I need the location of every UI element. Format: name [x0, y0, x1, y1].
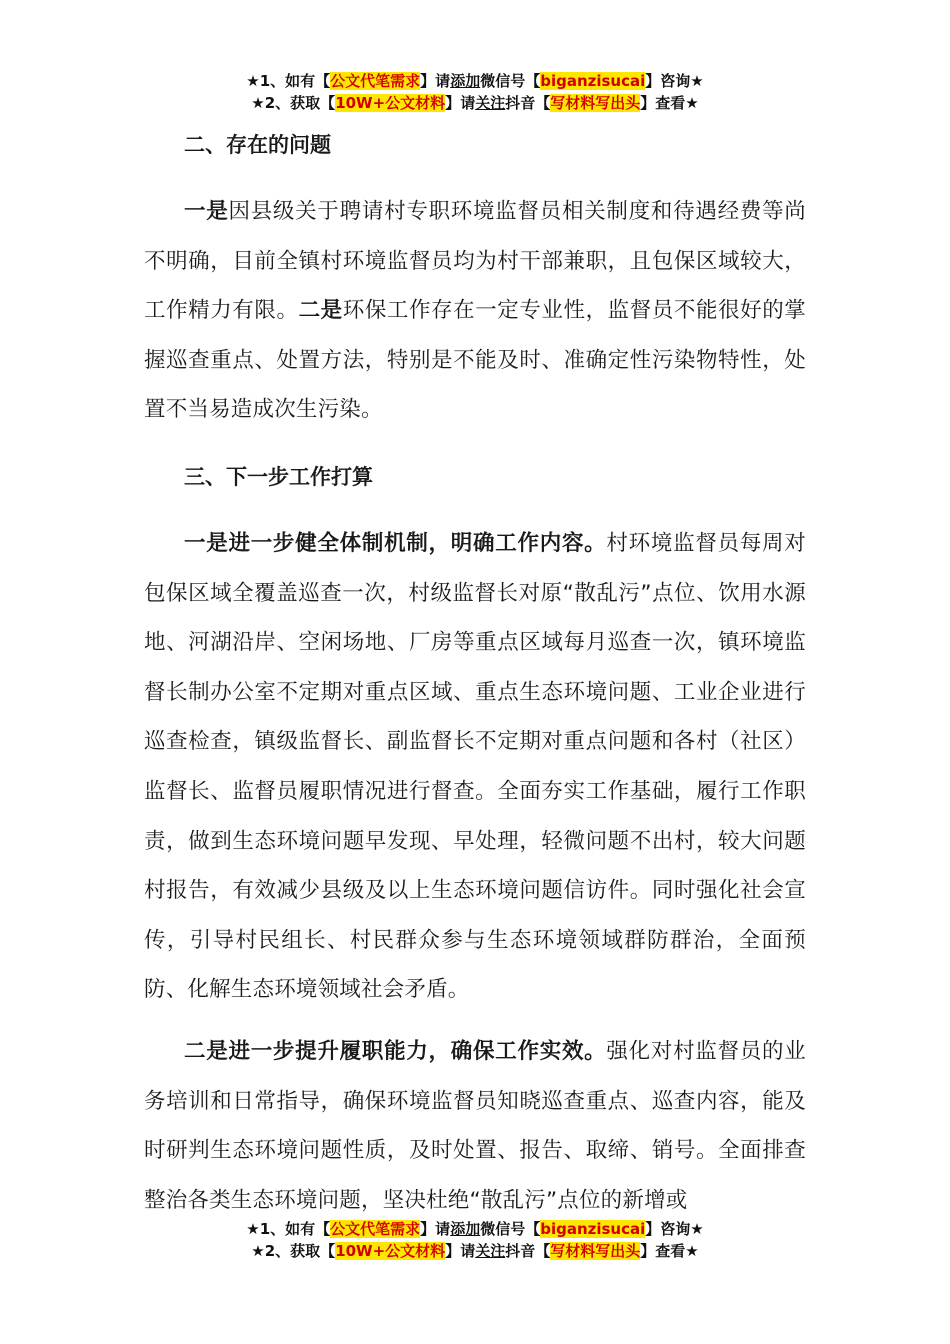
highlight-wechat-id: biganzisucai: [540, 72, 646, 90]
highlight-materials: 10W+公文材料: [335, 1242, 446, 1260]
highlight-service: 公文代笔需求: [330, 1220, 421, 1238]
star-icon: ★: [246, 1220, 260, 1238]
section-heading-problems: 二、存在的问题: [184, 133, 331, 157]
star-icon: ★: [251, 1242, 265, 1260]
banner-line-1: ★1、如有【公文代笔需求】请添加微信号【biganzisucai】咨询★: [246, 1220, 704, 1238]
highlight-douyin-account: 写材料写出头: [550, 1242, 641, 1260]
paragraph-problems: 一是因县级关于聘请村专职环境监督员相关制度和待遇经费等尚不明确，目前全镇村环境监督员均为村干部兼职，且包保区域较大，工作精力有限。二是环保工作存在一定专业性，监督员不能很好的掌握巡查重点、处置方法，特别是不能及时、准确定性污染物特性，处置不当易造成次生污染。: [144, 199, 807, 423]
paragraph-next-step-2: 二是进一步提升履职能力，确保工作实效。强化对村监督员的业务培训和日常指导，确保环境监督员知晓巡查重点、巡查内容，能及时研判生态环境问题性质，及时处置、报告、取缔、销号。全面排查整治各类生态环境问题，坚决杜绝“散乱污”点位的新增或: [144, 1038, 806, 1213]
highlight-douyin-account: 写材料写出头: [550, 94, 641, 112]
banner-line-1: ★1、如有【公文代笔需求】请添加微信号【biganzisucai】咨询★: [246, 72, 704, 90]
highlight-wechat-id: biganzisucai: [540, 1220, 646, 1238]
document-body: [144, 125, 806, 1225]
paragraph-next-step-1: 一是进一步健全体制机制，明确工作内容。村环境监督员每周对包保区域全覆盖巡查一次，村级监督长对原“散乱污”点位、饮用水源地、河湖沿岸、空闲场地、厂房等重点区域每月巡查一次，镇环境监督长制办公室不定期对重点区域、重点生态环境问题、工业企业进行巡查检查，镇级监督长、副监督长不定期对重点问题和各村（社区）监督长、监督员履职情况进行督查。全面夯实工作基础，履行工作职责，做到生态环境问题早发现、早处理，轻微问题不出村，较大问题村报告，有效减少县级及以上生态环境问题信访件。同时强化社会宣传，引导村民组长、村民群众参与生态环境领域群防群治，全面预防、化解生态环境领域社会矛盾。: [144, 530, 806, 1003]
footer-banner: [0, 1218, 950, 1262]
highlight-materials: 10W+公文材料: [335, 94, 446, 112]
banner-line-2: ★2、获取【10W+公文材料】请关注抖音【写材料写出头】查看★: [251, 94, 699, 112]
star-icon: ★: [246, 72, 260, 90]
star-icon: ★: [251, 94, 265, 112]
highlight-service: 公文代笔需求: [330, 72, 421, 90]
header-banner: [0, 70, 950, 114]
section-heading-next-steps: 三、下一步工作打算: [184, 464, 373, 489]
banner-line-2: ★2、获取【10W+公文材料】请关注抖音【写材料写出头】查看★: [251, 1242, 699, 1260]
